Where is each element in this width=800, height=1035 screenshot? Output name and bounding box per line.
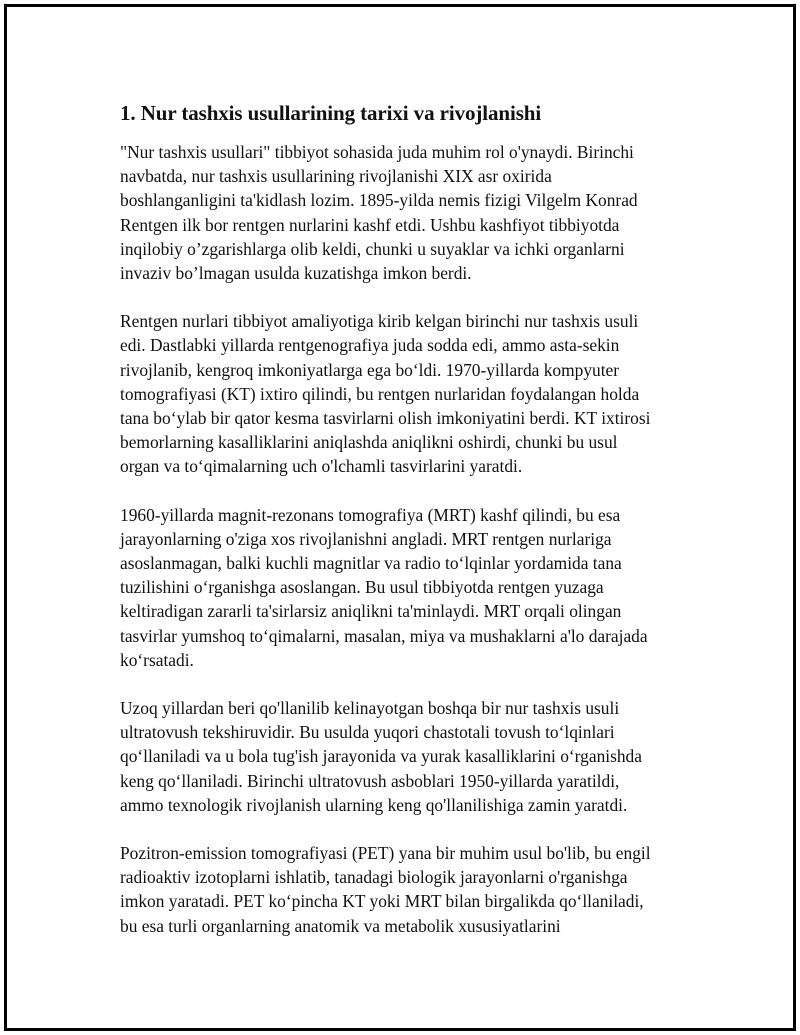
paragraph-pet: [120, 841, 690, 938]
text-line: tasvirlar yumshoq to‘qimalarni, masalan, miya va mushaklarni a'lo darajada: [120, 625, 648, 646]
text-line: asoslanmagan, balki kuchli magnitlar va radio to‘lqinlar yordamida tana: [120, 553, 622, 574]
text-line: Uzoq yillardan beri qo'llanilib kelinayotgan boshqa bir nur tashxis usuli: [120, 698, 620, 719]
text-line: rivojlanib, kengroq imkoniyatlarga ega bo‘ldi. 1970-yillarda kompyuter: [120, 359, 620, 380]
paragraph-mri: [120, 503, 690, 672]
page-frame: [4, 4, 796, 1031]
text-line: edi. Dastlabki yillarda rentgenografiya juda sodda edi, ammo asta-sekin: [120, 335, 620, 356]
text-line: "Nur tashxis usullari" tibbiyot sohasida juda muhim rol o'ynaydi. Birinchi: [120, 142, 634, 162]
section-heading: 1. Nur tashxis usullarining tarixi va rivojlanishi: [120, 101, 542, 125]
text-line: invaziv bo’lmagan usulda kuzatishga imkon berdi.: [120, 263, 472, 284]
text-line: ultratovush tekshiruvidir. Bu usulda yuqori chastotali tovush to‘lqinlari: [120, 722, 615, 743]
text-line: keltiradigan zararli ta'sirlarsiz aniqlikni ta'minlaydi. MRT orqali olingan: [120, 601, 622, 622]
text-line: organ va to‘qimalarning uch o'lchamli tasvirlarini yaratdi.: [120, 456, 523, 477]
paragraph-history-intro: [120, 140, 690, 285]
text-line: ko‘rsatadi.: [120, 649, 194, 670]
text-line: keng qo‘llaniladi. Birinchi ultratovush asboblari 1950-yillarda yaratildi,: [120, 770, 620, 791]
text-line: Rentgen ilk bor rentgen nurlarini kashf etdi. Ushbu kashfiyot tibbiyotda: [120, 214, 620, 235]
paragraph-ultrasound: [120, 696, 690, 817]
text-line: jarayonlarning o'ziga xos rivojlanishni angladi. MRT rentgen nurlariga: [120, 528, 612, 549]
text-line: radioaktiv izotoplarni ishlatib, tanadagi biologik jarayonlarni o'rganishga: [120, 867, 628, 888]
text-line: bemorlarning kasalliklarini aniqlashda aniqlikni oshirdi, chunki bu usul: [120, 432, 618, 453]
text-line: bu esa turli organlarning anatomik va metabolik xususiyatlarini: [120, 915, 561, 936]
text-line: Pozitron-emission tomografiyasi (PET) yana bir muhim usul bo'lib, bu engil: [120, 843, 651, 864]
text-line: boshlanganligini ta'kidlash lozim. 1895-yilda nemis fizigi Vilgelm Konrad: [120, 190, 638, 211]
text-line: tana bo‘ylab bir qator kesma tasvirlarni olish imkoniyatini berdi. KT ixtirosi: [120, 408, 651, 429]
document-content: [120, 99, 690, 962]
text-line: tomografiyasi (KT) ixtiro qilindi, bu rentgen nurlaridan foydalangan holda: [120, 383, 640, 404]
text-line: qo‘llaniladi va u bola tug'ish jarayonida va yurak kasalliklarini o‘rganishda: [120, 746, 642, 767]
text-line: inqilobiy o’zgarishlarga olib keldi, chunki u suyaklar va ichki organlarni: [120, 238, 625, 259]
text-line: ammo texnologik rivojlanish ularning keng qo'llanilishiga zamin yaratdi.: [120, 794, 628, 815]
text-line: tuzilishini o‘rganishga asoslangan. Bu usul tibbiyotda rentgen yuzaga: [120, 577, 604, 598]
text-line: imkon yaratadi. PET ko‘pincha KT yoki MRT bilan birgalikda qo‘llaniladi,: [120, 891, 644, 912]
text-line: Rentgen nurlari tibbiyot amaliyotiga kirib kelgan birinchi nur tashxis usuli: [120, 311, 639, 332]
text-line: navbatda, nur tashxis usullarining rivojlanishi XIX asr oxirida: [120, 166, 552, 187]
text-line: 1960-yillarda magnit-rezonans tomografiya (MRT) kashf qilindi, bu esa: [120, 504, 621, 525]
paragraph-xray-ct: [120, 309, 690, 478]
